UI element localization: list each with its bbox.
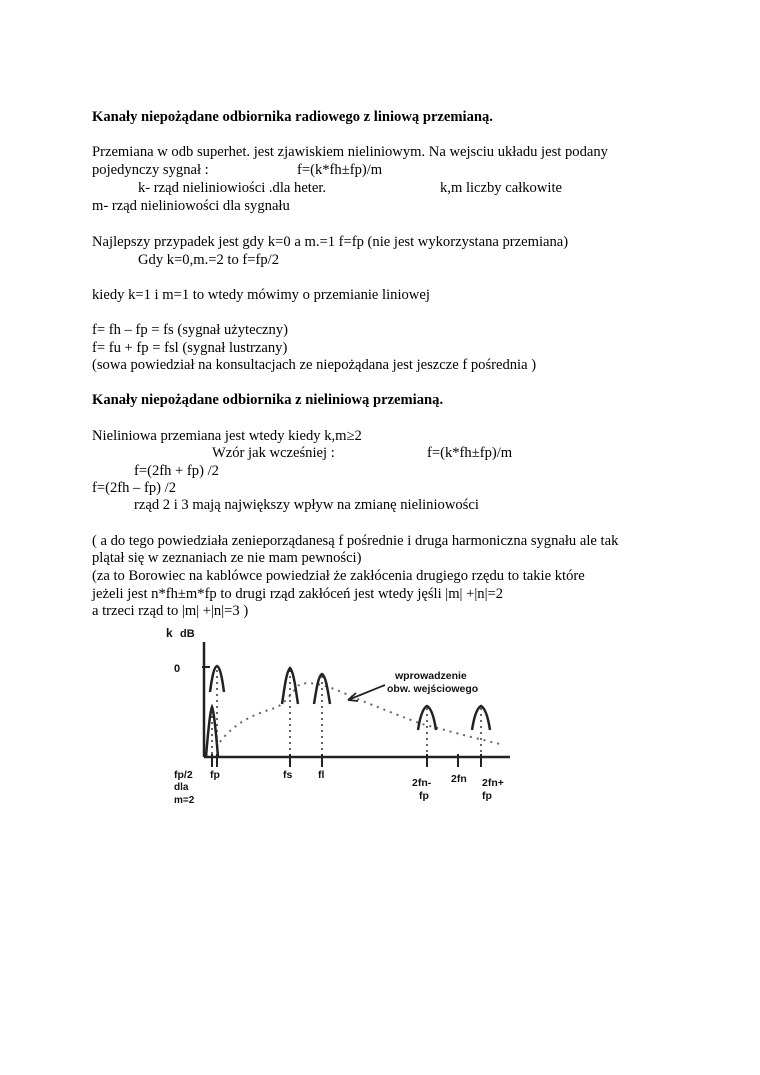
y-label-db: dB	[180, 628, 195, 640]
s1-p4-line2: f= fu + fp = fsl (sygnał lustrzany)	[92, 340, 288, 356]
x-label-fp: fp	[210, 769, 220, 781]
s2-l1: Nieliniowa przemiana jest wtedy kiedy k,m≥2	[92, 428, 362, 444]
s2-l4: f=(2fh – fp) /2	[92, 480, 177, 496]
s2-l9: jeżeli jest n*fh±m*fp to drugi rząd zakłóceń jest wtedy jęśli |m| +|n|=2	[92, 586, 504, 602]
annotation-line1: wprowadzenie	[395, 670, 467, 682]
x-label-fp2: fp/2	[174, 769, 193, 781]
x-label-dla: dla	[174, 782, 189, 793]
s2-l10: a trzeci rząd to |m| +|n|=3 )	[92, 603, 249, 619]
annotation-arrow	[348, 685, 385, 700]
x-label-fl: fl	[318, 769, 325, 781]
s1-p1-line3a: k- rząd nieliniowiości .dla heter.	[138, 180, 327, 196]
annotation-line2: obw. wejściowego	[387, 683, 479, 695]
s1-p2-line2: Gdy k=0,m.=2 to f=fp/2	[138, 252, 280, 268]
x-label-m2: m=2	[174, 795, 195, 806]
s1-p1-line2a: pojedynczy sygnał :	[92, 162, 209, 178]
s2-l7: plątał się w zeznaniach ze nie mam pewności)	[92, 550, 362, 566]
s1-p1-line1: Przemiana w odb superhet. jest zjawiskiem nieliniowym. Na wejsciu układu jest podany	[92, 144, 608, 160]
s2-l5: rząd 2 i 3 mają największy wpływ na zmianę nieliniowości	[134, 497, 479, 513]
section2-title: Kanały niepożądane odbiornika z nieliniową przemianą.	[92, 392, 444, 408]
s2-l8: (za to Borowiec na kablówce powiedział że zakłócenia drugiego rzędu to takie które	[92, 568, 585, 584]
x-label-2fn-plus-fp: fp	[482, 790, 492, 802]
x-label-2fn-plus: 2fn+	[482, 777, 504, 789]
s2-formula: f=(k*fh±fp)/m	[427, 445, 513, 461]
spectrum-figure	[160, 622, 540, 812]
s2-l6: ( a do tego powiedziała zenieporządanesą f pośrednie i druga harmoniczna sygnału ale tak	[92, 533, 619, 549]
y-zero-label: 0	[174, 663, 181, 675]
s1-p4-line3: (sowa powiedział na konsultacjach ze niepożądana jest jeszcze f pośrednia )	[92, 357, 537, 373]
x-label-fs: fs	[283, 769, 293, 781]
s1-p2-line1: Najlepszy przypadek jest gdy k=0 a m.=1 f=fp (nie jest wykorzystana przemiana)	[92, 234, 569, 250]
s1-p1-line4: m- rząd nieliniowości dla sygnału	[92, 198, 290, 214]
x-label-2fn: 2fn	[451, 773, 467, 785]
s2-l2a: Wzór jak wcześniej :	[212, 445, 335, 461]
y-label-k: k	[166, 626, 173, 640]
x-label-2fn-minus: 2fn-	[412, 777, 432, 789]
s1-p3: kiedy k=1 i m=1 to wtedy mówimy o przemianie liniowej	[92, 287, 430, 303]
peak-fp2	[206, 707, 218, 757]
x-label-2fn-minus-fp: fp	[419, 790, 429, 802]
section1-title: Kanały niepożądane odbiornika radiowego z liniową przemianą.	[92, 109, 493, 125]
peak-fs	[282, 668, 298, 704]
s1-p1-formula: f=(k*fh±fp)/m	[297, 162, 383, 178]
s2-l3: f=(2fh + fp) /2	[134, 463, 219, 479]
s1-p1-line3b: k,m liczby całkowite	[440, 180, 562, 196]
s1-p4-line1: f= fh – fp = fs (sygnał użyteczny)	[92, 322, 288, 338]
